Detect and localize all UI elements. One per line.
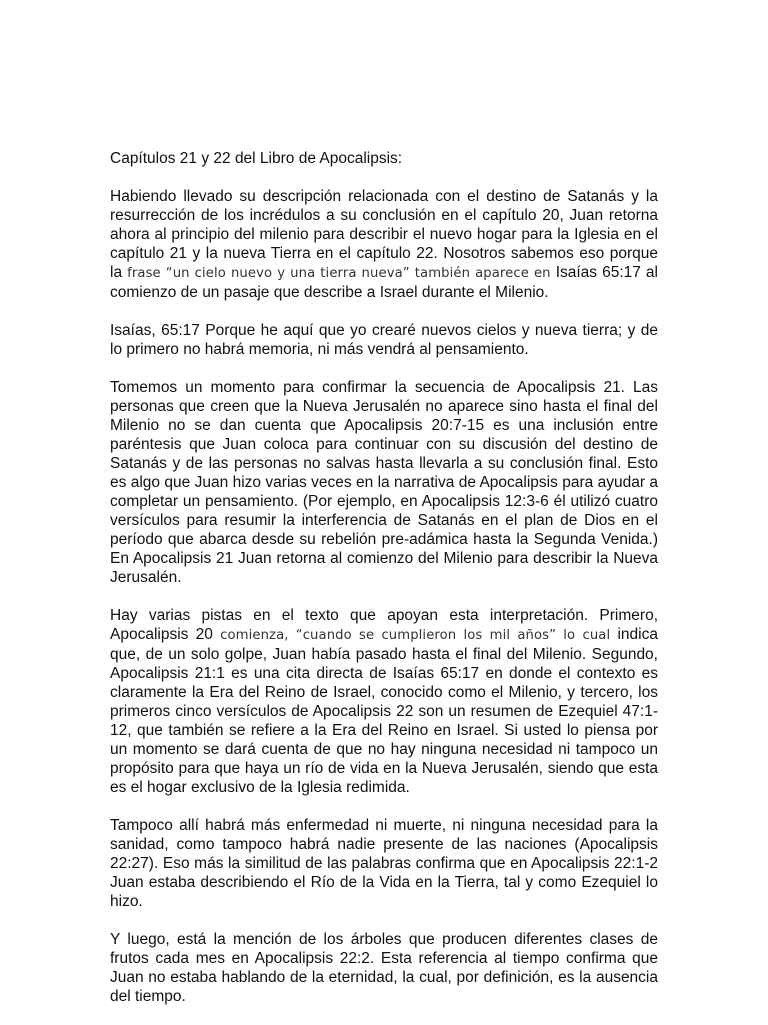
paragraph-4-text-a: Hay varias pistas en el texto que apoyan esta interpretación. Primero, Apocalipsis 20 bbox=[110, 607, 658, 643]
paragraph-5: Tampoco allí habrá más enfermedad ni muerte, ni ninguna necesidad para la sanidad, como tampoco habrá nadie presente de las naciones (Apocalipsis 22:27). Eso más la similitud de las palabras confirma que en Apocalipsis 22:1-2 Juan estaba describiendo el Río de la Vida en la Tierra, tal y como Ezequiel lo hizo. bbox=[110, 817, 658, 910]
paragraph-1-quote: frase “un cielo nuevo y una tierra nueva” también aparece en bbox=[127, 266, 551, 281]
document-page bbox=[110, 149, 658, 1025]
paragraph-6: Y luego, está la mención de los árboles que producen diferentes clases de frutos cada mes en Apocalipsis 22:2. Esta referencia al tiempo confirma que Juan no estaba hablando de la eternidad, la cual, por definición, es la ausencia del tiempo. bbox=[110, 931, 658, 1005]
paragraph-4-quote: comienza, “cuando se cumplieron los mil años” lo cual bbox=[220, 628, 611, 643]
document-title: Capítulos 21 y 22 del Libro de Apocalipsis: bbox=[110, 150, 403, 167]
paragraph-1-text-c: Isaías 65:17 al comienzo de un pasaje que describe a Israel durante el Milenio. bbox=[110, 264, 658, 301]
paragraph-4-text-c: indica que, de un solo golpe, Juan había pasado hasta el final del Milenio. Segundo, Apocalipsis 21:1 es una cita directa de Isaías 65:17 en donde el contexto es claramente la Era del Reino de Israel, conocido como el Milenio, y tercero, los primeros cinco versículos de Apocalipsis 22 son un resumen de Ezequiel 47:1-12, que también se refiere a la Era del Reino en Israel. Si usted lo piensa por un momento se dará cuenta de que no hay ninguna necesidad ni tampoco un propósito para que haya un río de vida en la Nueva Jerusalén, siendo que esta es el hogar exclusivo de la Iglesia redimida. bbox=[110, 626, 658, 796]
paragraph-1-text-a: Habiendo llevado su descripción relacionada con el destino de Satanás y la resurrección de los incrédulos a su conclusión en el capítulo 20, Juan retorna ahora al principio del milenio para describir el nuevo hogar para la Iglesia en el capítulo 21 y la nueva Tierra en el capítulo 22. Nosotros sabemos eso porque la bbox=[110, 188, 658, 281]
paragraph-2: Isaías, 65:17 Porque he aquí que yo crearé nuevos cielos y nueva tierra; y de lo primero no habrá memoria, ni más vendrá al pensamiento. bbox=[110, 322, 658, 358]
paragraph-1 bbox=[110, 187, 658, 302]
paragraph-4 bbox=[110, 606, 658, 797]
paragraph-3: Tomemos un momento para confirmar la secuencia de Apocalipsis 21. Las personas que creen que la Nueva Jerusalén no aparece sino hasta el final del Milenio no se dan cuenta que Apocalipsis 20:7-15 es una inclusión entre paréntesis que Juan coloca para continuar con su discusión del destino de Satanás y de las personas no salvas hasta llevarla a su conclusión final. Esto es algo que Juan hizo varias veces en la narrativa de Apocalipsis para ayudar a completar un pensamiento. (Por ejemplo, en Apocalipsis 12:3-6 él utilizó cuatro versículos para resumir la interferencia de Satanás en el plan de Dios en el período que abarca desde su rebelión pre-adámica hasta la Segunda Venida.) En Apocalipsis 21 Juan retorna al comienzo del Milenio para describir la Nueva Jerusalén. bbox=[110, 379, 658, 586]
